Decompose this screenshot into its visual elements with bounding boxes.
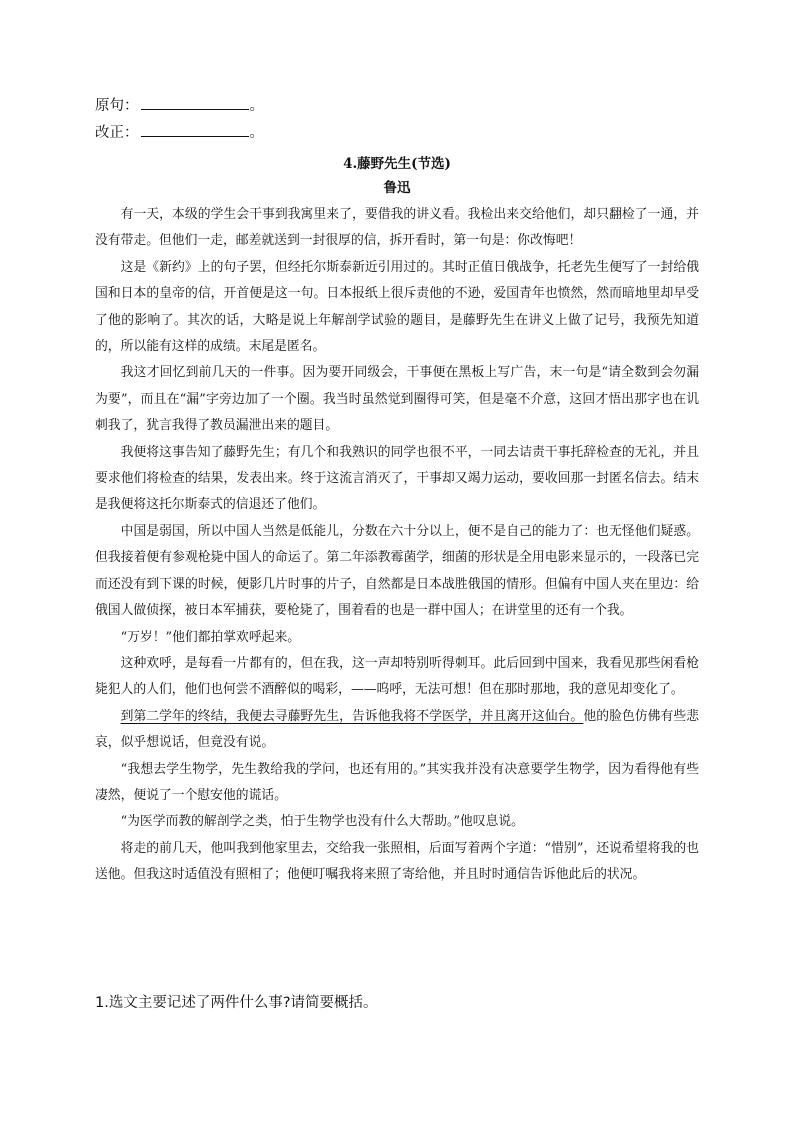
correction-period: 。 [249, 125, 264, 141]
article-paragraph: 有一天，本级的学生会干事到我寓里来了，要借我的讲义看。我检出来交给他们，却只翻检了一通，并没有带走。但他们一走，邮差就送到一封很厚的信，拆开看时，第一句是：你改悔吧！ [95, 207, 699, 249]
article-paragraph: 中国是弱国，所以中国人当然是低能儿，分数在六十分以上，便不是自己的能力了：也无怪他们疑惑。但我接着便有参观枪毙中国人的命运了。第二年添教霉菌学，细菌的形状是全用电影来显示的，一段落已完而还没有到下课的时候，便影几片时事的片子，自然都是日本战胜俄国的情形。但偏有中国人夹在里边：给俄国人做侦探，被日本军捕获，要枪毙了，围着看的也是一群中国人；在讲堂里的还有一个我。 [95, 523, 699, 619]
article-body [95, 202, 699, 889]
article-paragraph: 我这才回忆到前几天的一件事。因为要开同级会，干事便在黑板上写广告，末一句是“请全数到会勿漏为要”，而且在“漏”字旁边加了一个圈。我当时虽然觉到圈得可笑，但是毫不介意，这回才悟出那字也在讥刺我了，犹言我得了教员漏泄出来的题目。 [95, 365, 699, 434]
section-title: 4.藤野先生(节选) [343, 156, 451, 172]
correction-blank[interactable] [141, 122, 249, 137]
question-1: 1.选文主要记述了两件什么事?请简要概括。 [95, 995, 378, 1011]
article-paragraph: “为医学而教的解剖学之类，怕于生物学也没有什么大帮助。”他叹息说。 [120, 814, 524, 830]
author-name: 鲁迅 [383, 180, 411, 196]
underlined-sentence: 到第二学年的终结，我便去寻藤野先生，告诉他我将不学医学，并且离开这仙台。 [120, 708, 584, 724]
article-paragraph: 我便将这事告知了藤野先生；有几个和我熟识的同学也很不平，一同去诘责干事托辞检查的无礼，并且要求他们将检查的结果，发表出来。终于这流言消灭了，干事却又竭力运动，要收回那一封匿名信去。结末是我便将这托尔斯泰式的信退还了他们。 [95, 444, 699, 513]
original-sentence-period: 。 [249, 98, 264, 114]
article-paragraph [95, 704, 699, 757]
original-sentence-blank[interactable] [141, 95, 249, 110]
paragraph-continuation: 他的脸色仿佛有些悲哀，似乎想说话，但竟没有说。 [95, 708, 700, 751]
article-paragraph: “我想去学生物学，先生教给我的学问，也还有用的。”其实我并没有决意要学生物学，因为看得他有些凄然，便说了一个慰安他的谎话。 [95, 761, 699, 803]
correction-label: 改正： [95, 125, 139, 141]
article-paragraph: 将走的前几天，他叫我到他家里去，交给我一张照相，后面写着两个字道：“惜别”，还说希望将我的也送他。但我这时适值没有照相了；他便叮嘱我将来照了寄给他，并且时时通信告诉他此后的状况。 [95, 840, 699, 883]
article-paragraph: 这种欢呼，是每看一片都有的，但在我，这一声却特别听得刺耳。此后回到中国来，我看见那些闲看枪毙犯人的人们，他们也何尝不酒醉似的喝彩，——呜呼，无法可想！但在那时那地，我的意见却变化了。 [95, 655, 699, 698]
original-sentence-line [95, 95, 264, 116]
article-paragraph: 这是《新约》上的句子罢，但经托尔斯泰新近引用过的。其时正值日俄战争，托老先生便写了一封给俄国和日本的皇帝的信，开首便是这一句。日本报纸上很斥责他的不逊，爱国青年也愤然，然而暗地里却早受了他的影响了。其次的话，大略是说上年解剖学试验的题目，是藤野先生在讲义上做了记号，我预先知道的，所以能有这样的成绩。末尾是匿名。 [95, 259, 699, 355]
correction-line [95, 122, 264, 143]
article-paragraph: “万岁！”他们都拍掌欢呼起来。 [120, 629, 301, 645]
original-sentence-label: 原句： [95, 98, 139, 114]
